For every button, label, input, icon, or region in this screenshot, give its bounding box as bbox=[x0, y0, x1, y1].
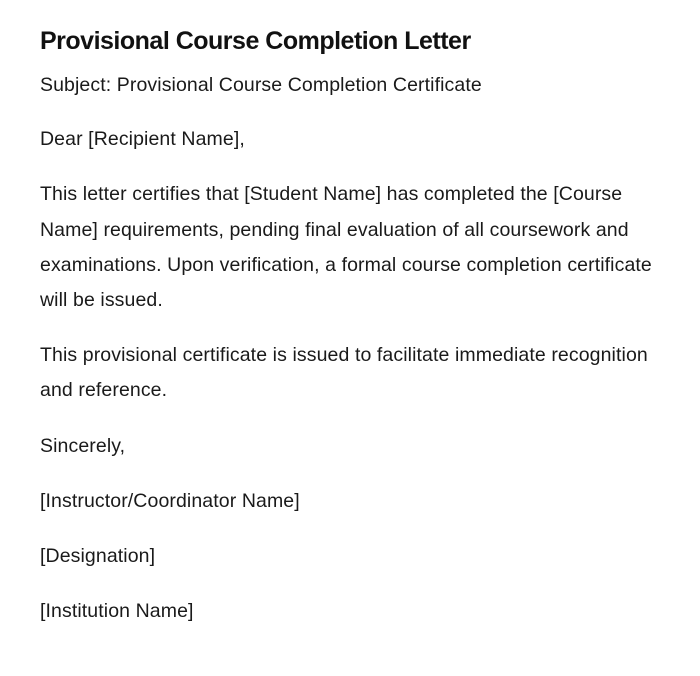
letter-document bbox=[40, 24, 660, 649]
institution-name: [Institution Name] bbox=[40, 600, 194, 623]
letter-body-paragraph-2: This provisional certificate is issued to facilitate immediate recognition and reference. bbox=[40, 344, 648, 402]
signer-designation: [Designation] bbox=[40, 545, 156, 568]
letter-closing: Sincerely, bbox=[40, 434, 126, 457]
letter-salutation: Dear [Recipient Name], bbox=[40, 128, 245, 151]
letter-body-paragraph-1: This letter certifies that [Student Name] has completed the [Course Name] requirements, pending final evaluation of all coursework and examinations. Upon verification, a formal course completion certificate will be issued. bbox=[40, 183, 652, 312]
letter-subject: Subject: Provisional Course Completion Certificate bbox=[40, 74, 482, 96]
signer-name: [Instructor/Coordinator Name] bbox=[40, 489, 300, 512]
letter-title: Provisional Course Completion Letter bbox=[40, 27, 471, 55]
